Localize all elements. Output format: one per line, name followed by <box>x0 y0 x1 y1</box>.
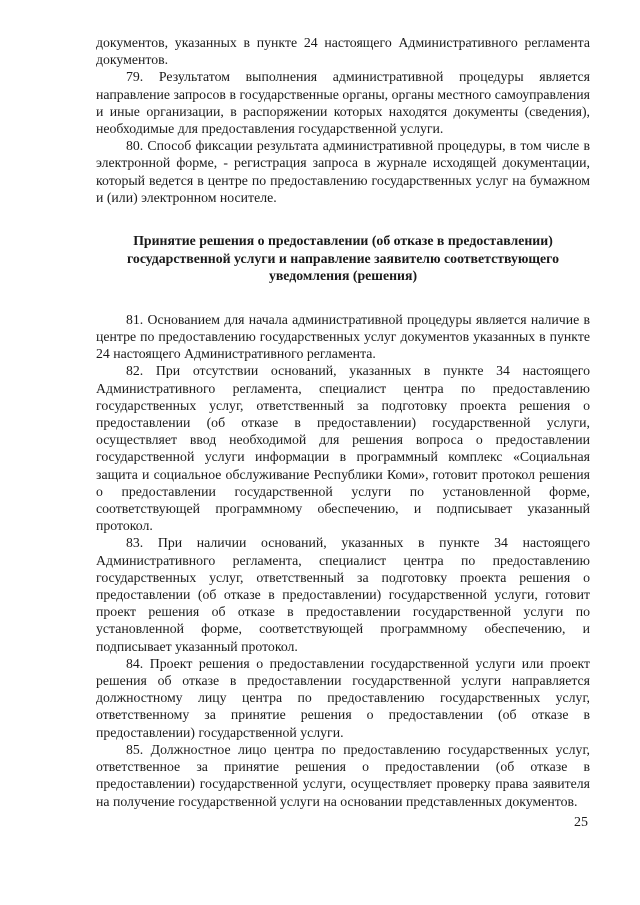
document-page <box>96 34 590 810</box>
paragraph-82: 82. При отсутствии оснований, указанных в пункте 34 настоящего Административного регламента, специалист центра по предоставлению государственных услуг, ответственный за подготовку проекта решения о предоставлении (об отказе в предоставлении) государственной услуги, осуществляет ввод необходимой для решения вопроса о предоставлении государственной услуги информации в программный комплекс «Социальная защита и социальное обслуживание Республики Коми», готовит протокол решения о предоставлении государственной услуги по установленной форме, соответствующей программному обеспечению, и подписывает указанный протокол. <box>96 363 590 534</box>
paragraph-83: 83. При наличии оснований, указанных в пункте 34 настоящего Административного регламента, специалист центра по предоставлению государственных услуг, ответственный за подготовку проекта решения о предоставлении (об отказе в предоставлении) государственной услуги, готовит проект решения об отказе в предоставлении государственной услуги по установленной форме, соответствующей программному обеспечению, и подписывает указанный протокол. <box>96 535 590 654</box>
paragraph-81: 81. Основанием для начала административной процедуры является наличие в центре по предоставлению государственных услуг документов указанных в пункте 24 настоящего Административного регламента. <box>96 311 590 362</box>
section-heading: Принятие решения о предоставлении (об отказе в предоставлении) государственной услуги и направление заявителю соответствующего уведомления (решения) <box>127 233 559 284</box>
page-number: 25 <box>574 815 588 830</box>
paragraph-85: 85. Должностное лицо центра по предоставлению государственных услуг, ответственное за принятие решения о предоставлении (об отказе в предоставлении) государственной услуги, осуществляет проверку права заявителя на получение государственной услуги на основании представленных документов. <box>96 741 590 809</box>
paragraph-80: 80. Способ фиксации результата административной процедуры, в том числе в электронной форме, - регистрация запроса в журнале исходящей документации, который ведется в центре по предоставлению государственных услуг на бумажном и (или) электронном носителе. <box>96 138 590 205</box>
paragraph-79: 79. Результатом выполнения административной процедуры является направление запросов в государственные органы, органы местного самоуправления и иные организации, в распоряжении которых находятся документы (сведения), необходимые для предоставления государственной услуги. <box>96 69 590 137</box>
paragraph-84: 84. Проект решения о предоставлении государственной услуги или проект решения об отказе в предоставлении государственной услуги направляется должностному лицу центра по предоставлению государственных услуг, ответственному за принятие решения о предоставлении (об отказе в предоставлении) государственной услуги. <box>96 655 590 740</box>
paragraph-78-continuation: документов, указанных в пункте 24 настоящего Административного регламента документов. <box>96 35 590 68</box>
